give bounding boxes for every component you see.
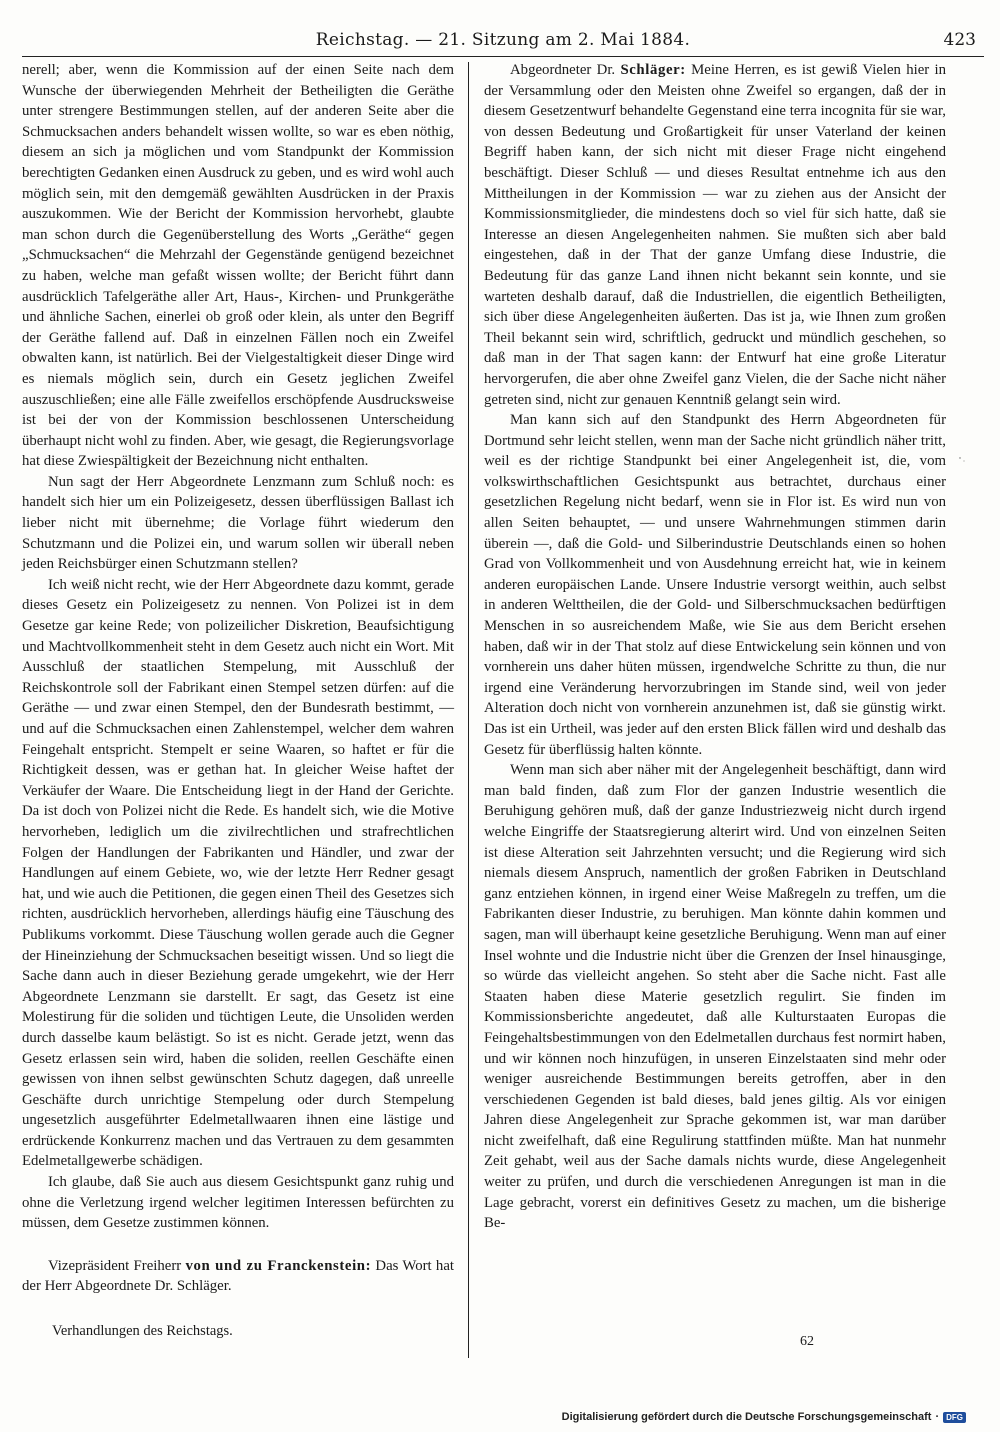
page-header — [22, 30, 984, 54]
footer-publication: Verhandlungen des Reichstags. — [52, 1323, 233, 1339]
speaker-intro: Vizepräsident Freiherr — [48, 1257, 182, 1274]
left-paragraph-3: Ich weiß nicht recht, wie der Herr Abgeordnete dazu kommt, gerade dieses Gesetz ein Polizeigesetz zu nennen. Von Polizei ist in dem Gesetze gar keine Rede; von polizeilicher Diskretion, Beaufsichtigung und Machtvollkommenheit steht in dem Gesetz auch nicht ein Wort. Mit Ausschluß der staatlichen Stempelung, mit Ausschluß der Reichskontrole soll der Fabrikant einen Stempel setzen dürfen: auf die Geräthe — und zwar einen Stempel, den der Bundesrath bestimmt, — und auf die Schmucksachen einen Zahlenstempel, welcher dem wahren Feingehalt entspricht. Stempelt er seine Waaren, so haftet er für die Richtigkeit dessen, was er gethan hat. In gleicher Weise haftet der Verkäufer der Waare. Die Entscheidung liegt in der Hand der Gerichte. Da ist doch von Polizei nicht die Rede. Es handelt sich, wie die Motive hervorheben, lediglich um die zivilrechtlichen und strafrechtlichen Folgen der Handlungen der Fabrikanten und Händler, und zwar der Handlungen auf einem Gebiete, wo, wie der letzte Herr Redner gesagt hat, und wie auch die Petitionen, die gegen einen Theil des Gesetzes sich richten, ausdrücklich hervorheben, allerdings häufig eine Täuschung des Publikums vorkommt. Diese Täuschung wollen gerade auch die Gegner der Hineinziehung der Schmucksachen beseitigt wissen. Und so liegt die Sache dann auch in dieser Beziehung gerade umgekehrt, wie der Herr Abgeordnete Lenzmann sie darstellt. Er sagt, das Gesetz ist eine Molestirung für die soliden und tüchtigen Leute, die Unsoliden werden durch dasselbe kaum belästigt. So ist es nicht. Gerade jetzt, wenn das Gesetz erlassen sein wird, haben die soliden, reellen Geschäfte einen gewissen von ihnen selbst gewünschten Schutz dagegen, daß unreelle Geschäfte durch unrichtige Stempelung oder durch Stempelung ungesetzlich ausgeführter Edelmetallwaaren ihnen eine lästige und erdrückende Konkurrenz machen und das Vertrauen zu dem gesammten Edelmetallgewerbe schädigen. — [22, 576, 454, 1170]
page-number: 423 — [943, 30, 976, 50]
left-paragraph-4: Ich glaube, daß Sie auch aus diesem Gesichtspunkt ganz ruhig und ohne die Verletzung irgend welcher legitimen Interessen befürchten zu müssen, dem Gesetze zustimmen können. — [22, 1174, 454, 1232]
speaker-text: Das Wort hat der Herr Abgeordnete Dr. Schläger. — [22, 1257, 454, 1295]
right-paragraph-2: Man kann sich auf den Standpunkt des Herrn Abgeordneten für Dortmund sehr leicht stellen, wenn man der Sache nicht gründlich näher tritt, weil es der richtige Standpunkt bei einer Angelegenheit ist, die, vom volkswirthschaftlichen Gesichtspunkt aus betrachtet, durchaus einer gesetzlichen Regelung nicht bedarf, wenn sie in Flor ist. Es wird nun von allen Seiten behauptet, — und unsere Wahrnehmungen stimmen darin überein —, daß die Gold- und Silberindustrie Deutschlands einen so hohen Grad von Vollkommenheit und von Ausdehnung erreicht hat, wie in keinem anderen europäischen Lande. Unsere Industrie versorgt weithin, auch selbst in anderen Welttheilen, die der Gold- und Silberschmucksachen bedürftigen Menschen in so ausreichendem Maße, wie Sie aus dem Bericht ersehen haben, daß wir in der That stolz auf diese Entwickelung sein können und von vornherein uns daher hüten müssen, irgendwelche Schritte zu thun, die nur irgend eine Veränderung hervorzubringen im Stande sind, weil von jeder Alteration doch nicht von vornherein anzunehmen ist, daß sie günstig wirkt. Das ist ein Urtheil, was jeder auf den ersten Blick fällen wird und deshalb das Gesetz für überflüssig halten könnte. — [484, 412, 946, 758]
print-speck-marks — [958, 455, 968, 465]
digitization-text: Digitalisierung gefördert durch die Deutsche Forschungsgemeinschaft — [561, 1411, 932, 1423]
right-speaker-name: Schläger: — [620, 62, 686, 78]
sheet-number: 62 — [800, 1334, 814, 1349]
right-paragraph-1 — [484, 60, 946, 410]
running-title: Reichstag. — 21. Sitzung am 2. Mai 1884. — [315, 30, 691, 50]
left-column — [22, 60, 454, 1297]
speaker-announcement — [22, 1256, 454, 1297]
column-divider — [468, 62, 469, 1358]
left-paragraph-2: Nun sagt der Herr Abgeordnete Lenzmann zum Schluß noch: es handelt sich hier um ein Polizeigesetz, dessen überflüssigen Ballast ich lieber nicht mit übernehme; die Vorlage führt wiederum den Schutzmann und die Polizei ein, und warum sollen wir überall neben jeden Reichsbürger einen Schutzmann stellen? — [22, 473, 454, 573]
dfg-logo-icon: DFG — [943, 1412, 966, 1423]
left-paragraph-1: nerell; aber, wenn die Kommission auf der einen Seite nach dem Wunsche der überwiegenden Mehrheit der Betheiligten die Geräthe unter strengere Bestimmungen stellen, auf der anderen Seite aber die Schmucksachen anders behandelt wissen wollte, so war es eben nöthig, diesem an sich ja möglichen und vom Standpunkt der Kommission berechtigten Gedanken einen Ausdruck zu geben, und es wird wohl auch möglich sein, mit den demgemäß gewählten Ausdrücken in der Praxis auszukommen. Wie der Bericht der Kommission hervorhebt, glaubte man schon durch die Gegenüberstellung des Worts „Geräthe“ gegen „Schmucksachen“ die Mehrzahl der Gegenstände genügend bezeichnet zu haben, welche man gefaßt wissen wollte; der Bericht führt dann ausdrücklich Tafelgeräthe aller Art, Haus-, Kirchen- und Prunkgeräthe und ähnliche Sachen, einerlei ob groß oder klein, als unter den Begriff der Geräthe fallend auf. Daß in einzelnen Fällen noch ein Zweifel obwalten kann, ist natürlich. Bei der Vielgestaltigkeit dieser Dinge wird es niemals möglich sein, durch ein Gesetz jeglichen Zweifel auszuschließen; eine alle Fälle zweifellos erschöpfende Ausdrucksweise ist bei der von der Kommission beschlossenen Unterscheidung überhaupt nicht wohl zu finden. Aber, wie gesagt, die Regierungsvorlage hat diese Zwiespältigkeit der Bezeichnung nicht enthalten. — [22, 62, 454, 470]
speaker-name: von und zu Franckenstein: — [185, 1257, 372, 1274]
digitization-credit: Digitalisierung gefördert durch die Deutsche Forschungsgemeinschaft · DFG — [562, 1411, 966, 1423]
header-rule — [22, 56, 984, 57]
right-speaker-intro: Abgeordneter Dr. — [510, 62, 616, 78]
right-column — [484, 60, 946, 1234]
right-paragraph-3: Wenn man sich aber näher mit der Angelegenheit beschäftigt, dann wird man bald finden, daß zum Flor der ganzen Industrie wesentlich die Beruhigung gehören muß, daß der ganze Industriezweig nicht durch irgend welche Eingriffe der Staatsregierung alterirt wird. Und von einzelnen Seiten ist diese Alteration seit Jahrzehnten versucht; und die Regierung wird sich niemals diesem Anspruch, namentlich der großen Fabriken in Deutschland ganz entziehen können, in irgend einer Weise Maßregeln zu treffen, um die Fabrikanten dieser Industrie, zu beruhigen. Man könnte dahin kommen und sagen, man will überhaupt keine gesetzliche Beruhigung. Wenn man auf einer Insel wohnte und die Industrie nicht über die Grenzen der Insel hinausginge, so würde das vielleicht angehen. So steht aber die Sache nicht. Fast alle Staaten haben diese Materie gesetzlich regulirt. Sie finden im Kommissionsberichte angedeutet, daß alle Kulturstaaten Europas die Feingehaltsbestimmungen von den Edelmetallen durchaus fest normirt haben, und wir können noch hinzufügen, in unseren Einzelstaaten sind mehr oder weniger ausreichende Bestimmungen bereits getroffen, aber in den verschiedenen Gegenden ist bald dieses, bald jenes giltig. Als vor einigen Jahren diese Angelegenheit zur Sprache gekommen ist, war man darüber nicht zweifelhaft, daß eine Regulirung stattfinden müßte. Man hat nunmehr Zeit gehabt, weil aus der Sache damals nichts wurde, diese Angelegenheit weiter zu prüfen, und durch die verschiedenen Anregungen ist man in die Lage gebracht, vorerst ein definitives Gesetz zu machen, um die bisherige Be- — [484, 762, 946, 1232]
right-paragraph-1-text: Meine Herren, es ist gewiß Vielen hier in der Versammlung oder den Meisten ohne Zweifel so ergangen, daß der in diesem Gesetzentwurf behandelte Gegenstand eine terra incognita für sie war, von dessen Bedeutung und Großartigkeit für unser Vaterland der keinen Begriff haben kann, der sich nicht mit dieser Frage nicht eingehend beschäftigt. Dieser Schluß — und dieses Resultat entnehme ich aus den Mittheilungen in der Kommission — war zu ziehen aus der Ansicht der Kommissionsmitglieder, die mindestens doch so viel für sich hatte, daß sie Interesse an diesen Angelegenheiten nahmen. Sie mußten sich aber bald eingestehen, daß in der That der ganze Umfang diese Industrie, die Bedeutung für das ganze Land ihnen nicht bekannt sein konnte, und sie warteten deshalb darauf, daß die Industriellen, die eigentlich Betheiligten, sich über diese Angelegenheiten äußerten. Das ist ja, wie Ihnen zum großen Theil bekannt sein wird, schriftlich, gedruckt und mündlich geschehen, so daß man in der That sagen kann: der Entwurf hat eine große Literatur hervorgerufen, die aber ohne Zweifel ganz Vielen, die der Sache nicht näher getreten sind, nicht zur genauen Kenntniß gelangt sein wird. — [484, 62, 947, 408]
